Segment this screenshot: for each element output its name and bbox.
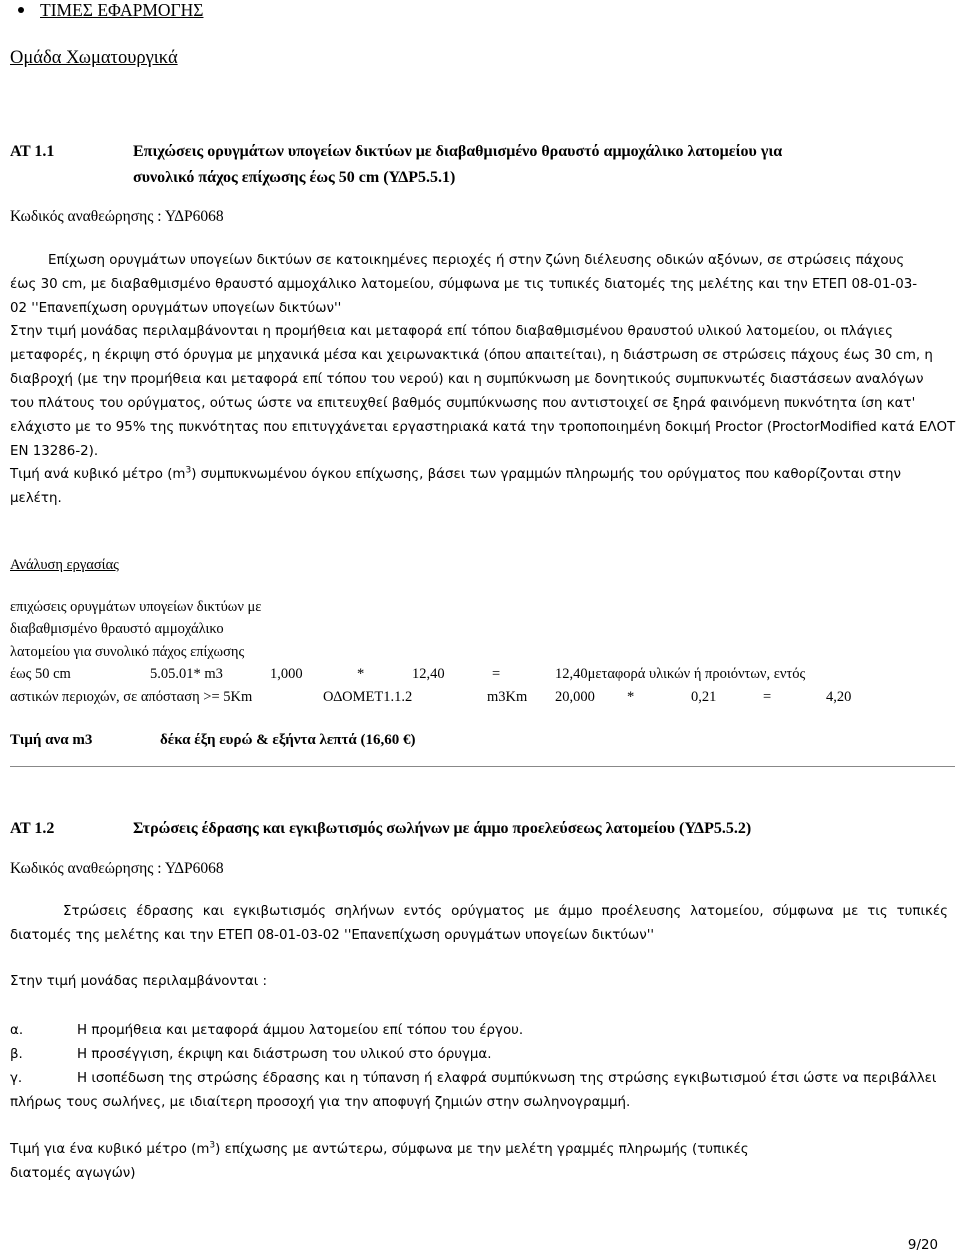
includes-line: του πλάτους του ορύγματος, ούτως ώστε να επιτευχθεί βαθμός συμπύκνωσης που αντιστοιχεί σε ξηρά φαινόμενη πυκνότητα ίση κατ' bbox=[10, 396, 916, 411]
includes-line: μεταφορές, η έκριψη στό όρυγμα με μηχανικά μέσα και χειρωνακτικά (όπου απαιτείται), η διάστρωση σε στρώσεις πάχους έως 30 cm, η bbox=[10, 348, 933, 363]
analysis-cell: = bbox=[492, 666, 501, 682]
price-label: Τιμή ανα m3 bbox=[10, 732, 93, 748]
analysis-cell: 1,000 bbox=[270, 666, 303, 682]
analysis-cell: 20,000 bbox=[555, 689, 595, 705]
analysis-cell: * bbox=[357, 666, 365, 682]
item-code: ΑΤ 1.2 bbox=[10, 820, 55, 837]
description-line: διατομές της μελέτης και την ΕΤΕΠ 08-01-03-02 ''Επανεπίχωση ορυγμάτων υπογείων δικτύων'' bbox=[10, 928, 655, 943]
list-marker: β. bbox=[10, 1047, 23, 1062]
analysis-cell: m3Km bbox=[487, 689, 528, 705]
analysis-line: διαβαθμισμένο θραυστό αμμοχάλικο bbox=[10, 621, 224, 637]
description-line: 02 ''Επανεπίχωση ορυγμάτων υπογείων δικτύων'' bbox=[10, 301, 342, 316]
section-title-text: ΤΙΜΕΣ ΕΦΑΡΜΟΓΗΣ bbox=[40, 0, 204, 20]
unit-price-text: ) επίχωσης με αντώτερω, σύμφωνα με την μελέτη γραμμές πληρωμής (τυπικές bbox=[215, 1142, 749, 1157]
unit-price-superscript: 3 bbox=[209, 1140, 216, 1151]
list-marker: α. bbox=[10, 1023, 24, 1038]
unit-price-text: ) συμπυκνωμένου όγκου επίχωσης, βάσει των γραμμών πληρωμής του ορύγματος που καθορίζονται στην bbox=[191, 467, 901, 482]
section-title bbox=[18, 0, 203, 21]
item-title-line: Επιχώσεις ορυγμάτων υπογείων δικτύων με διαβαθμισμένο θραυστό αμμοχάλικο λατομείου για bbox=[133, 143, 783, 160]
analysis-cell: 4,20 bbox=[826, 689, 852, 705]
includes-intro: Στην τιμή μονάδας περιλαμβάνονται : bbox=[10, 974, 268, 989]
revision-code: Κωδικός αναθεώρησης : ΥΔΡ6068 bbox=[10, 208, 224, 225]
unit-price-text: Τιμή ανά κυβικό μέτρο (m bbox=[10, 467, 186, 482]
includes-line: διαβροχή (με την προμήθεια και μεταφορά επί τόπου του νερού) και η συμπύκνωση με δονητικούς συμπυκνωτές διαστάσεων αναλόγων bbox=[10, 372, 924, 387]
analysis-cell: 12,40 bbox=[412, 666, 445, 682]
unit-price-text: Τιμή για ένα κυβικό μέτρο (m bbox=[10, 1142, 210, 1157]
analysis-cell: * bbox=[627, 689, 635, 705]
page-number: 9/20 bbox=[907, 1238, 938, 1253]
unit-price-line bbox=[10, 467, 901, 482]
analysis-cell: αστικών περιοχών, σε απόσταση >= 5Km bbox=[10, 689, 253, 705]
item-title-line: Στρώσεις έδρασης και εγκιβωτισμός σωλήνων με άμμο προελεύσεως λατομείου (ΥΔΡ5.5.2) bbox=[133, 820, 752, 837]
bullet-icon bbox=[18, 7, 24, 13]
list-text: Η προμήθεια και μεταφορά άμμου λατομείου επί τόπου του έργου. bbox=[77, 1023, 524, 1038]
includes-line: EN 13286-2). bbox=[10, 444, 99, 459]
list-continuation: πλήρως τους σωλήνες, με ιδιαίτερη προσοχή για την αποφυγή ζημιών στην σωληνογραμμή. bbox=[10, 1095, 631, 1110]
analysis-line: επιχώσεις ορυγμάτων υπογείων δικτύων με bbox=[10, 599, 262, 615]
description-line: Στρώσεις έδρασης και εγκιβωτισμός σηλήνων εντός ορύγματος με άμμο προέλευσης λατομείου, σύμφωνα με τις τυπικές bbox=[63, 904, 948, 919]
analysis-cell: 0,21 bbox=[691, 689, 717, 705]
section-divider bbox=[10, 766, 955, 767]
list-text: Η προσέγγιση, έκριψη και διάστρωση του υλικού στο όρυγμα. bbox=[77, 1047, 492, 1062]
revision-code: Κωδικός αναθεώρησης : ΥΔΡ6068 bbox=[10, 860, 224, 877]
unit-price-line: διατομές αγωγών) bbox=[10, 1166, 136, 1181]
analysis-cell: έως 50 cm bbox=[10, 666, 71, 682]
unit-price-line bbox=[10, 1142, 749, 1157]
analysis-cell: 12,40μεταφορά υλικών ή προιόντων, εντός bbox=[555, 666, 806, 682]
analysis-cell: 5.05.01* m3 bbox=[150, 666, 223, 682]
analysis-line: λατομείου για συνολικό πάχος επίχωσης bbox=[10, 644, 245, 660]
item-code: ΑΤ 1.1 bbox=[10, 143, 55, 160]
analysis-title: Ανάλυση εργασίας bbox=[10, 557, 119, 573]
unit-price-superscript: 3 bbox=[185, 465, 192, 476]
analysis-cell: = bbox=[763, 689, 772, 705]
group-title: Ομάδα Χωματουργικά bbox=[10, 48, 178, 68]
list-marker: γ. bbox=[10, 1071, 23, 1086]
description-line: Επίχωση ορυγμάτων υπογείων δικτύων σε κατοικημένες περιοχές ή στην ζώνη διέλευσης οδικών αξόνων, σε στρώσεις πάχους bbox=[48, 253, 905, 268]
list-text: Η ισοπέδωση της στρώσης έδρασης και η τύπανση ή ελαφρά συμπύκνωση της στρώσης εγκιβωτισμού έτσι ώστε να περιβάλλει bbox=[77, 1071, 937, 1086]
price-in-words: δέκα έξη ευρώ & εξήντα λεπτά (16,60 €) bbox=[160, 732, 416, 748]
includes-line: Στην τιμή μονάδας περιλαμβάνονται η προμήθεια και μεταφορά επί τόπου διαβαθμισμένου θραυστού υλικού λατομείου, οι πλάγιες bbox=[10, 324, 893, 339]
description-line: έως 30 cm, με διαβαθμισμένο θραυστό αμμοχάλικο λατομείου, σύμφωνα με τις τυπικές διατομές της μελέτης και την ΕΤΕΠ 08-01-03- bbox=[10, 277, 918, 292]
unit-price-line: μελέτη. bbox=[10, 491, 62, 506]
analysis-cell: ΟΔΟΜΕΤ1.1.2 bbox=[323, 689, 413, 705]
includes-line: ελάχιστο με το 95% της πυκνότητας που επιτυγχάνεται εργαστηριακά κατά την τροποποιημένη δοκιμή Proctor (ProctorModified κατά ΕΛΟΤ bbox=[10, 420, 956, 435]
item-title-line: συνολικό πάχος επίχωσης έως 50 cm (ΥΔΡ5.5.1) bbox=[133, 169, 456, 186]
